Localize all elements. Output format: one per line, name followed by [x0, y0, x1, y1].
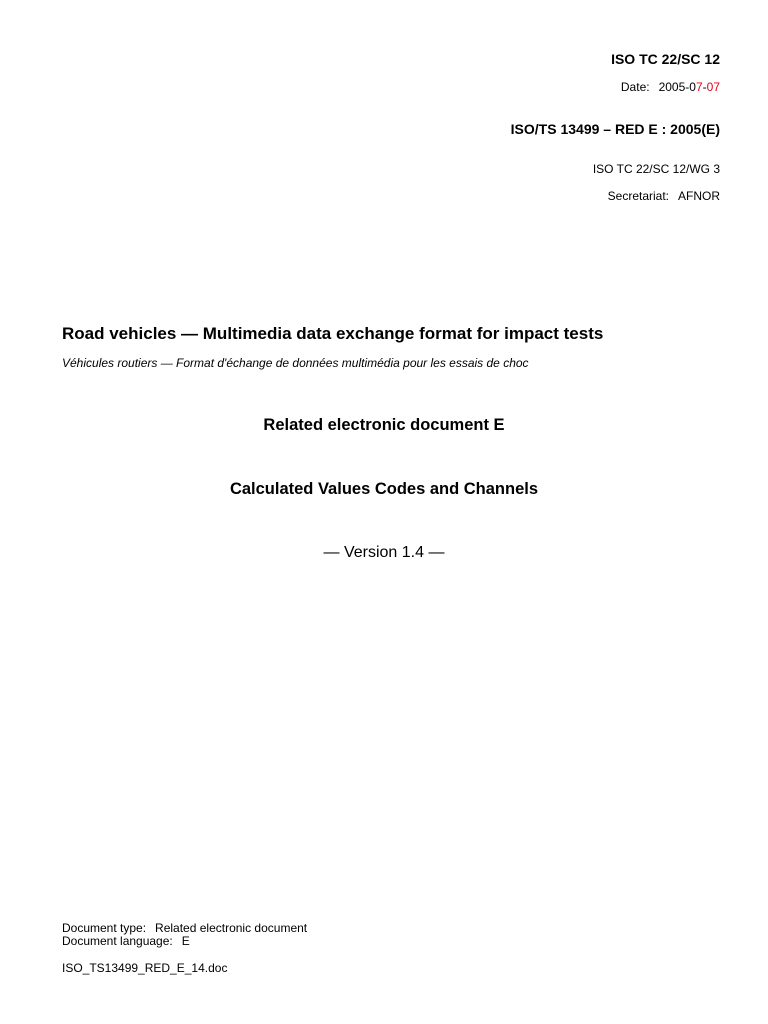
- date-value-separator: -: [702, 80, 707, 94]
- document-subtitle: Calculated Values Codes and Channels: [229, 480, 539, 498]
- date-value-prefix: 2005-0: [658, 80, 696, 94]
- document-type: [62, 921, 307, 935]
- document-language-label: Document language:: [62, 934, 173, 948]
- secretariat: [608, 189, 720, 203]
- related-document-heading: Related electronic document E: [263, 416, 505, 434]
- document-number: ISO/TS 13499 – RED E : 2005(E): [510, 121, 720, 137]
- date-value-revised-day: 07: [706, 80, 720, 94]
- date-value-revised-month: 7: [695, 80, 703, 94]
- document-date: [621, 80, 720, 94]
- committee-reference: ISO TC 22/SC 12: [611, 51, 720, 67]
- document-filename: ISO_TS13499_RED_E_14.doc: [62, 961, 228, 975]
- document-language: [62, 934, 190, 948]
- document-title-french: Véhicules routiers — Format d'échange de données multimédia pour les essais de choc: [62, 356, 529, 370]
- document-type-value: Related electronic document: [155, 921, 308, 935]
- document-language-value: E: [181, 934, 190, 948]
- working-group: ISO TC 22/SC 12/WG 3: [592, 162, 720, 176]
- secretariat-value: AFNOR: [678, 189, 720, 203]
- date-label: Date:: [620, 80, 650, 94]
- secretariat-label: Secretariat:: [607, 189, 669, 203]
- version-label: — Version 1.4 —: [323, 544, 445, 561]
- document-title-english: Road vehicles — Multimedia data exchange format for impact tests: [62, 324, 604, 343]
- document-type-label: Document type:: [62, 921, 147, 935]
